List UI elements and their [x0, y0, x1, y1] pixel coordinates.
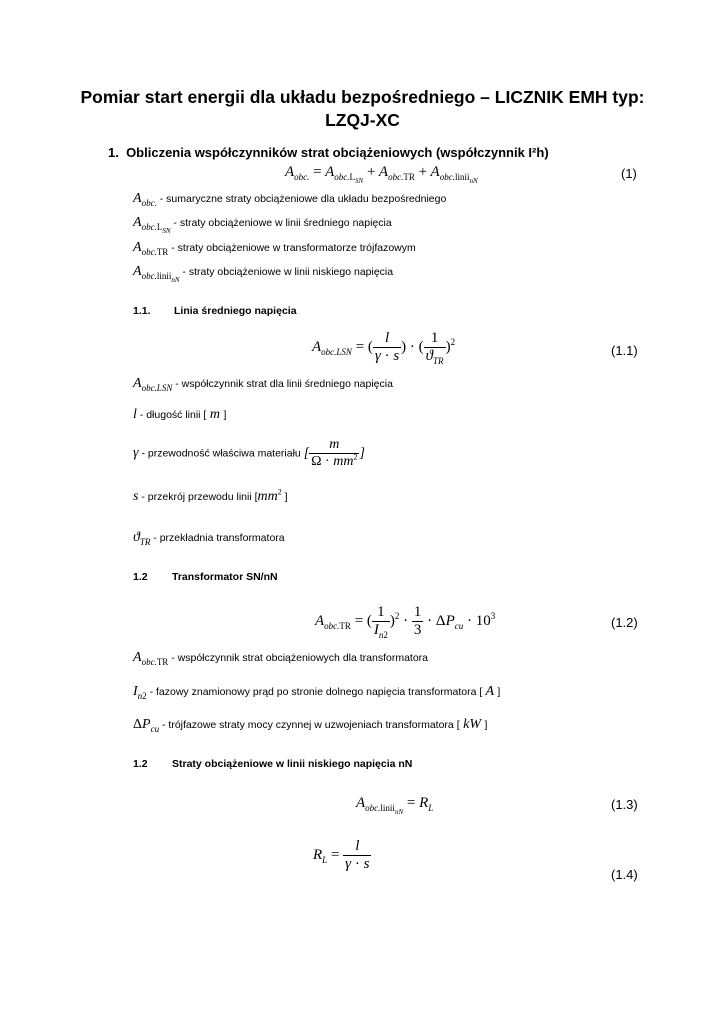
definition-a-linii-text: - straty obciążeniowe w linii niskiego napięcia — [179, 266, 394, 278]
definition-a-lsn-coef: $A_{obc.LSN}$ - współczynnik strat dla linii średniego napięcia — [133, 376, 393, 393]
equation-1-2: $A_{obc.TR}$ = ( $\frac{1}{I_{n2}}$ )$^2$ · $\frac{1}{3}$ · $\Delta P_{cu} \cdot 10^3$ — [315, 604, 496, 640]
definition-a-tr-coef-text: - współczynnik strat obciążeniowych dla transformatora — [168, 652, 429, 664]
section-1-1-number: 1.1. — [133, 305, 151, 317]
definition-a-lsn-text: - straty obciążeniowe w linii średniego napięcia — [170, 217, 392, 229]
equation-1-2-number: (1.2) — [611, 615, 638, 630]
equation-1-number: (1) — [621, 166, 637, 181]
document-title: Pomiar start energii dla układu bezpośredniego – LICZNIK EMH typ: LZQJ-XC — [80, 87, 645, 130]
definition-a-lsn: $A_{obc.L_{SN}}$ - straty obciążeniowe w linii średniego napięcia — [133, 215, 392, 235]
equation-1-4-number: (1.4) — [611, 867, 638, 882]
equation-1-3-number: (1.3) — [611, 797, 638, 812]
definition-in2-text: - fazowy znamionowy prąd po stronie dolnego napięcia transformatora [ — [146, 686, 483, 698]
definition-a-obc-text: - sumaryczne straty obciążeniowe dla układu bezpośredniego — [156, 193, 447, 205]
section-1-3-heading: Straty obciążeniowe w linii niskiego napięcia nN — [172, 758, 413, 770]
definition-a-lsn-coef-text: - współczynnik strat dla linii średniego napięcia — [172, 378, 393, 390]
definition-a-linii: $A_{obc.linii_{nN}}$ - straty obciążeniowe w linii niskiego napięcia — [133, 264, 394, 284]
definition-a-tr-coef: $A_{obc.TR}$ - współczynnik strat obciążeniowych dla transformatora — [133, 650, 429, 667]
definition-cross-section: s - przekrój przewodu linii [$mm^2$ ] — [133, 487, 288, 504]
equation-1-1: $A_{obc.LSN}$ = ( $\frac{l}{\gamma \cdot s}$ ) · ( $\frac{1}{ϑ_{TR}}$ )$^2$ — [312, 330, 456, 366]
equation-1-4: $R_L$ = $\frac{l}{\gamma \cdot s}$ — [313, 838, 370, 872]
definition-a-obc: $A_{obc.}$ - sumaryczne straty obciążeniowe dla układu bezpośredniego — [133, 191, 447, 208]
definition-length: l - długość linii [ m ] — [133, 407, 227, 422]
definition-in2: $I_{n2}$ - fazowy znamionowy prąd po stronie dolnego napięcia transformatora [ A ] — [133, 684, 501, 701]
definition-gamma: γ - przewodność właściwa materiału [ $\frac{m}{\Omega \cdot mm^2}$ ] — [133, 437, 365, 469]
section-1-2-heading: Transformator SN/nN — [172, 571, 278, 583]
definition-cross-section-text: - przekrój przewodu linii [ — [138, 491, 258, 503]
definition-dpcu-text: - trójfazowe straty mocy czynnej w uzwojeniach transformatora [ — [159, 719, 460, 731]
equation-1: $A_{obc.} = A_{obc.L_{SN}} + A_{obc.TR} + A_{obc.linii_{nN}}$ — [285, 164, 478, 185]
section-1-heading: 1. Obliczenia współczynników strat obciążeniowych (współczynnik I²h) — [108, 145, 549, 160]
section-1-3-number: 1.2 — [133, 758, 148, 770]
definition-a-tr: $A_{obc.TR}$ - straty obciążeniowe w transformatorze trójfazowym — [133, 240, 416, 257]
section-1-2-number: 1.2 — [133, 571, 148, 583]
definition-ratio: $ϑ_{TR}$ - przekładnia transformatora — [133, 530, 285, 547]
definition-dpcu: $\Delta P_{cu}$ - trójfazowe straty mocy czynnej w uzwojeniach transformatora [ kW ] — [133, 717, 488, 734]
equation-1-1-number: (1.1) — [611, 343, 638, 358]
definition-length-text: - długość linii [ — [136, 409, 207, 421]
definition-gamma-text: - przewodność właściwa materiału — [138, 447, 301, 460]
definition-ratio-text: - przekładnia transformatora — [150, 532, 285, 544]
equation-1-3: $A_{obc.linii_{nN}} = R_L$ — [356, 795, 434, 816]
section-1-1-heading: Linia średniego napięcia — [174, 305, 297, 317]
definition-a-tr-text: - straty obciążeniowe w transformatorze trójfazowym — [168, 242, 416, 254]
